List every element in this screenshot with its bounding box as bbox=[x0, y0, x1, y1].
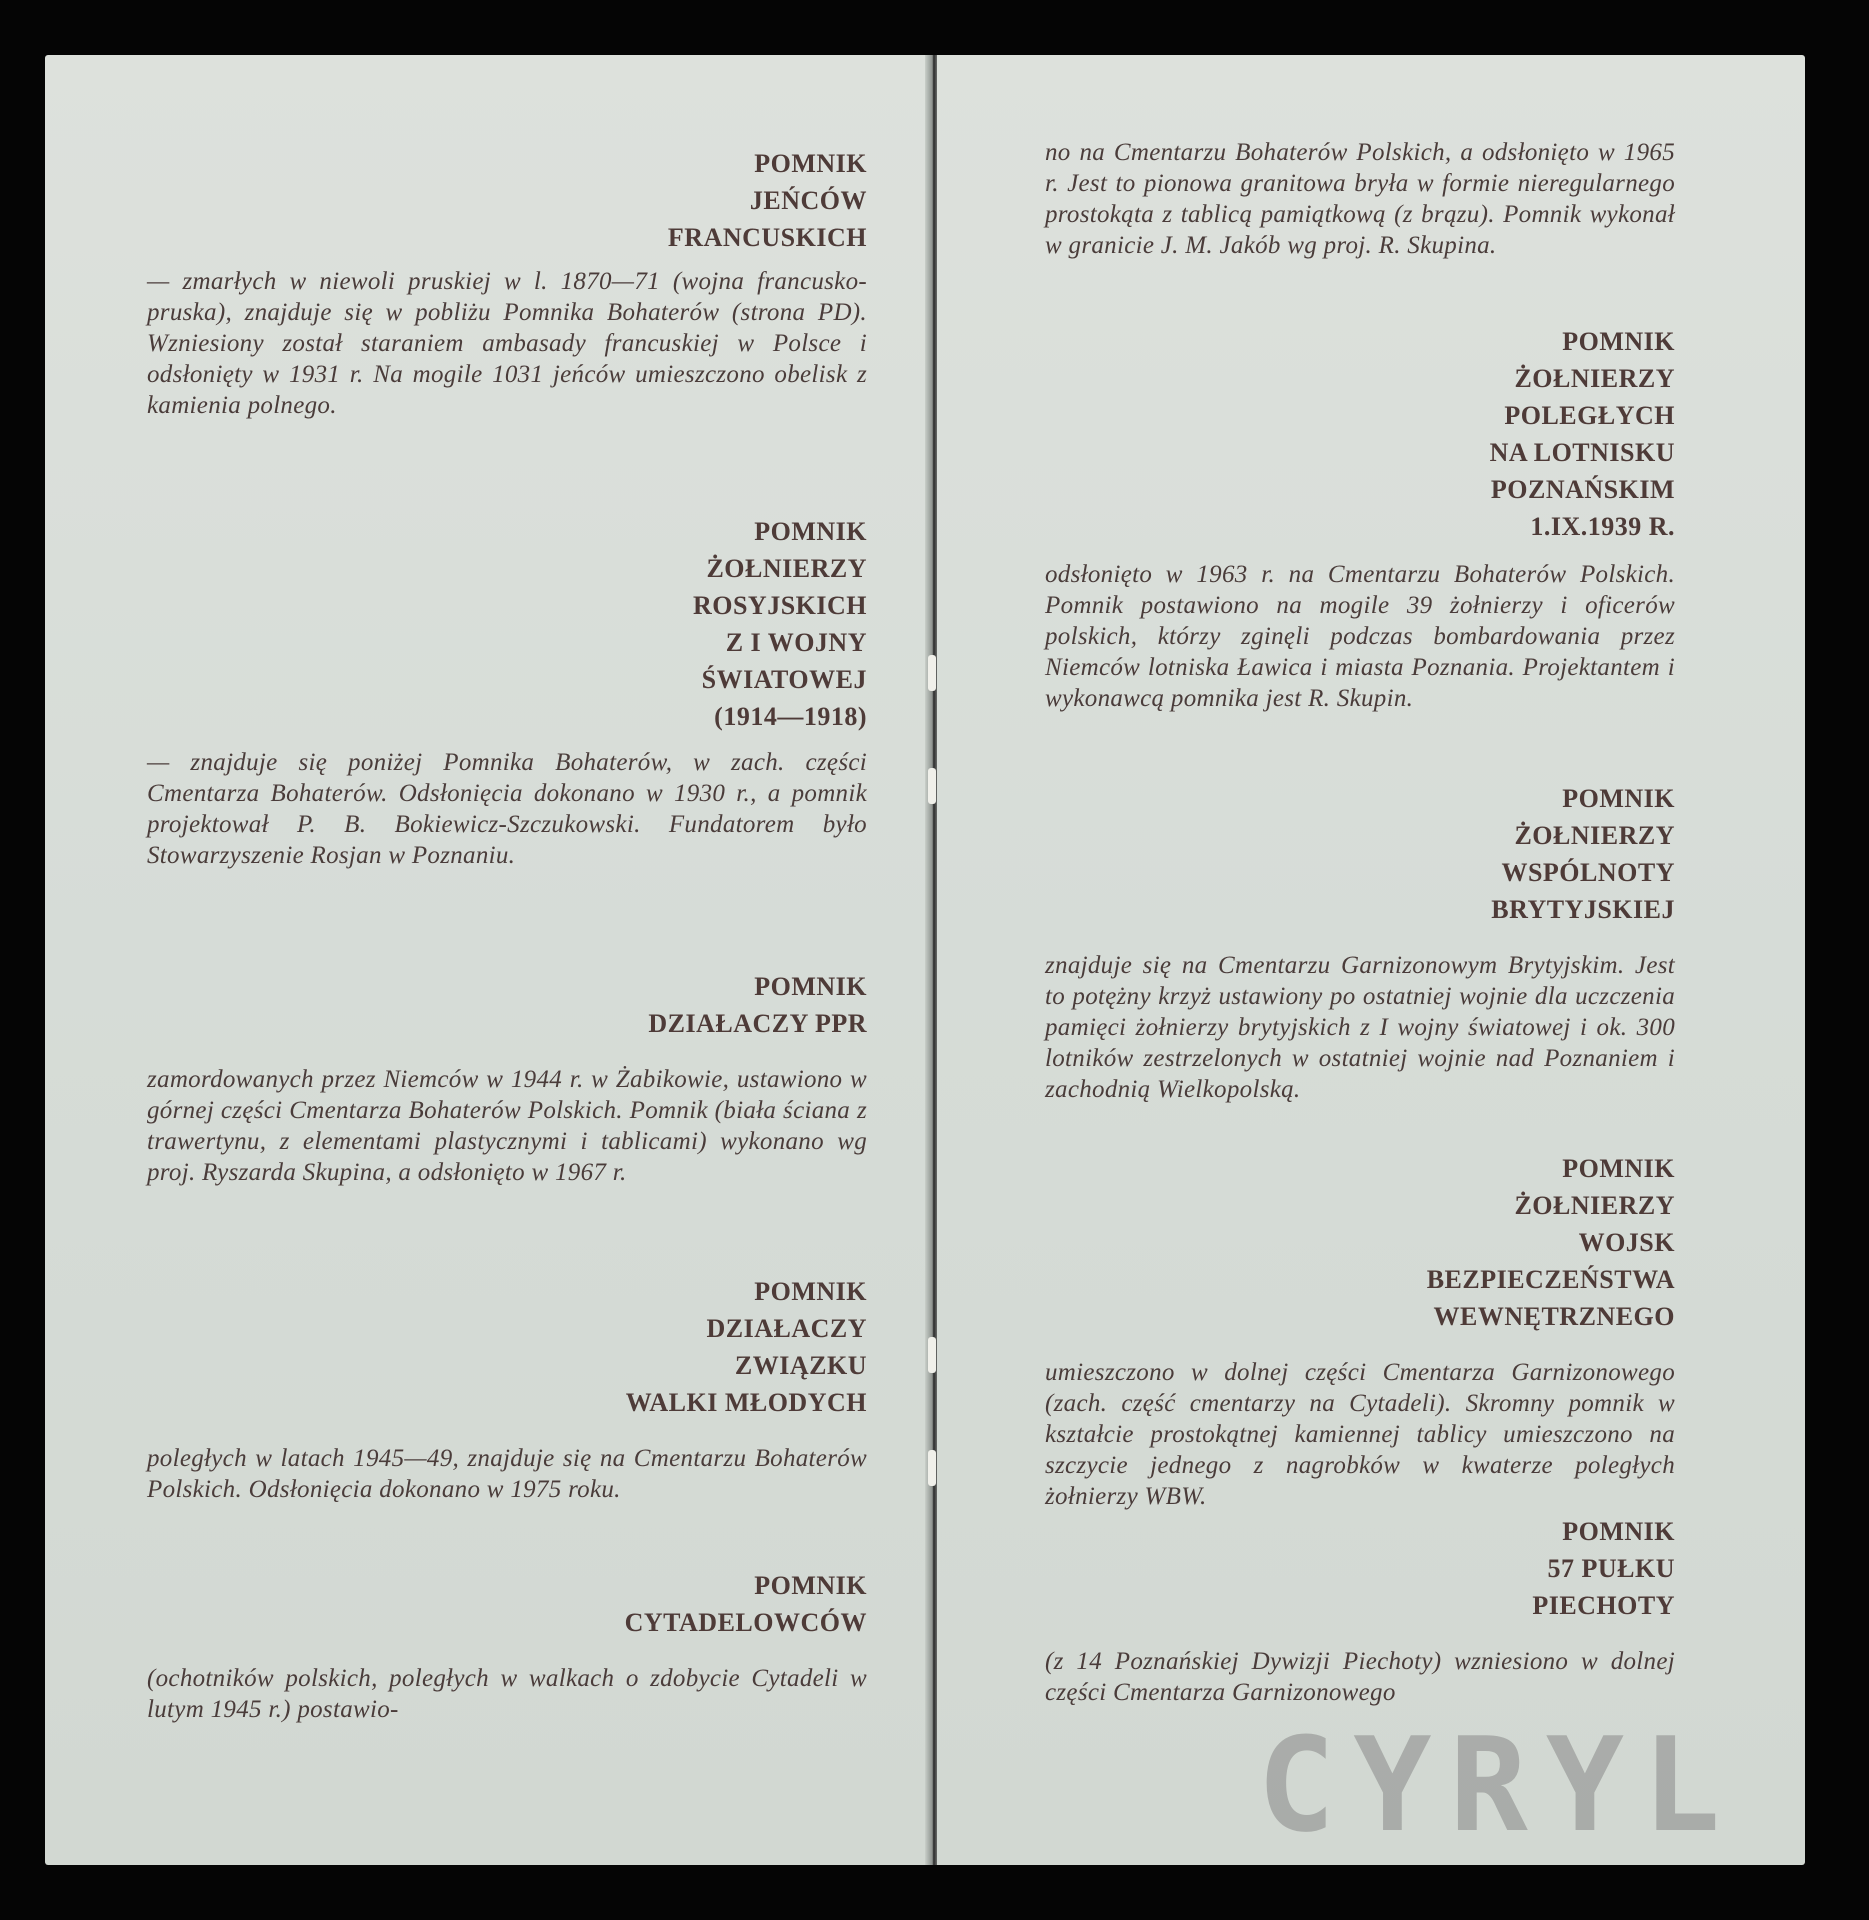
section-jencow-francuskich bbox=[147, 145, 867, 421]
section-text: poległych w latach 1945—49, znajduje się na Cmentarzu Bohaterów Polskich. Odsłonięcia dokonano w 1975 roku. bbox=[147, 1445, 867, 1503]
section-text: znajduje się na Cmentarzu Garnizonowym Brytyjskim. Jest to potężny krzyż ustawiony po ostatniej wojnie dla uczczenia pamięci żołnierzy brytyjskich z I wojny światowej i ok. 300 lotników zestrzelonych w ostatniej wojnie nad Poznaniem i zachodnią Wielkopolską. bbox=[1045, 952, 1675, 1103]
section-heading: POMNIK ŻOŁNIERZY WOJSK BEZPIECZEŃSTWA WEWNĘTRZNEGO bbox=[1426, 1154, 1675, 1331]
binding-stitch bbox=[928, 655, 936, 691]
watermark-text: CYRYL bbox=[1257, 1709, 1739, 1861]
section-wbw bbox=[1045, 1150, 1675, 1512]
section-heading: POMNIK CYTADELOWCÓW bbox=[624, 1571, 867, 1637]
watermark-logo bbox=[1257, 1709, 1817, 1861]
section-wspolnota-brytyjska bbox=[1045, 780, 1675, 1105]
section-cytadelowcow bbox=[147, 1567, 867, 1725]
section-zolnierzy-rosyjskich bbox=[147, 513, 867, 871]
section-lotnisko bbox=[1045, 323, 1675, 714]
section-text: (z 14 Poznańskiej Dywizji Piechoty) wzniesiono w dolnej części Cmentarza Garnizonowego bbox=[1045, 1648, 1675, 1706]
section-dzialaczy-ppr bbox=[147, 968, 867, 1188]
section-heading: POMNIK DZIAŁACZY ZWIĄZKU WALKI MŁODYCH bbox=[625, 1277, 867, 1417]
binding-stitch bbox=[928, 1450, 936, 1486]
section-heading: POMNIK JEŃCÓW FRANCUSKICH bbox=[667, 149, 867, 252]
section-text: zamordowanych przez Niemców w 1944 r. w Żabikowie, ustawiono w górnej części Cmentarza Bohaterów Polskich. Pomnik (biała ściana z trawertynu, z elementami plastycznymi i tablicami) wykonano wg proj. Ryszarda Skupina, a odsłonięto w 1967 r. bbox=[147, 1066, 867, 1186]
section-heading: POMNIK ŻOŁNIERZY POLEGŁYCH NA LOTNISKU POZNAŃSKIM 1.IX.1939 R. bbox=[1489, 327, 1675, 541]
section-57-pulk bbox=[1045, 1513, 1675, 1708]
section-text: (ochotników polskich, poległych w walkach o zdobycie Cytadeli w lutym 1945 r.) postawio- bbox=[147, 1665, 867, 1723]
section-text: — zmarłych w niewoli pruskiej w l. 1870—71 (wojna francusko-pruska), znajduje się w pobliżu Pomnika Bohaterów (strona PD). Wzniesiony został staraniem ambasady francuskiej w Polsce i odsłonięty w 1931 r. Na mogile 1031 jeńców umieszczono obelisk z kamienia polnego. bbox=[147, 268, 867, 419]
right-page bbox=[937, 55, 1805, 1865]
section-text: no na Cmentarzu Bohaterów Polskich, a odsłonięto w 1965 r. Jest to pionowa granitowa bryła w formie nieregularnego prostokąta z tablicą pamiątkową (z brązu). Pomnik wykonał w granicie J. M. Jakób wg proj. R. Skupina. bbox=[1045, 139, 1675, 259]
section-text: — znajduje się poniżej Pomnika Bohaterów, w zach. części Cmentarza Bohaterów. Odsłonięcia dokonano w 1930 r., a pomnik projektował P. B. Bokiewicz-Szczukowski. Fundatorem było Stowarzyszenie Rosjan w Poznaniu. bbox=[147, 749, 867, 869]
section-dzialaczy-zwm bbox=[147, 1273, 867, 1505]
left-page bbox=[45, 55, 930, 1865]
section-heading: POMNIK ŻOŁNIERZY WSPÓLNOTY BRYTYJSKIEJ bbox=[1491, 784, 1675, 924]
binding-stitch bbox=[928, 1337, 936, 1373]
section-text: umieszczono w dolnej części Cmentarza Garnizonowego (zach. część cmentarzy na Cytadeli). Skromny pomnik w kształcie prostokątnej kamiennej tablicy umieszczono na szczycie jednego z nagrobków w kwaterze poległych żołnierzy WBW. bbox=[1045, 1359, 1675, 1510]
binding-stitch bbox=[928, 768, 936, 804]
section-text: odsłonięto w 1963 r. na Cmentarzu Bohaterów Polskich. Pomnik postawiono na mogile 39 żołnierzy i oficerów polskich, którzy zginęli podczas bombardowania przez Niemców lotniska Ławica i miasta Poznania. Projektantem i wykonawcą pomnika jest R. Skupin. bbox=[1045, 561, 1675, 712]
section-cytadelowcow-cont bbox=[1045, 137, 1675, 261]
section-heading: POMNIK 57 PUŁKU PIECHOTY bbox=[1532, 1517, 1675, 1620]
section-heading: POMNIK ŻOŁNIERZY ROSYJSKICH Z I WOJNY ŚWIATOWEJ (1914—1918) bbox=[692, 517, 867, 731]
section-heading: POMNIK DZIAŁACZY PPR bbox=[648, 972, 867, 1038]
